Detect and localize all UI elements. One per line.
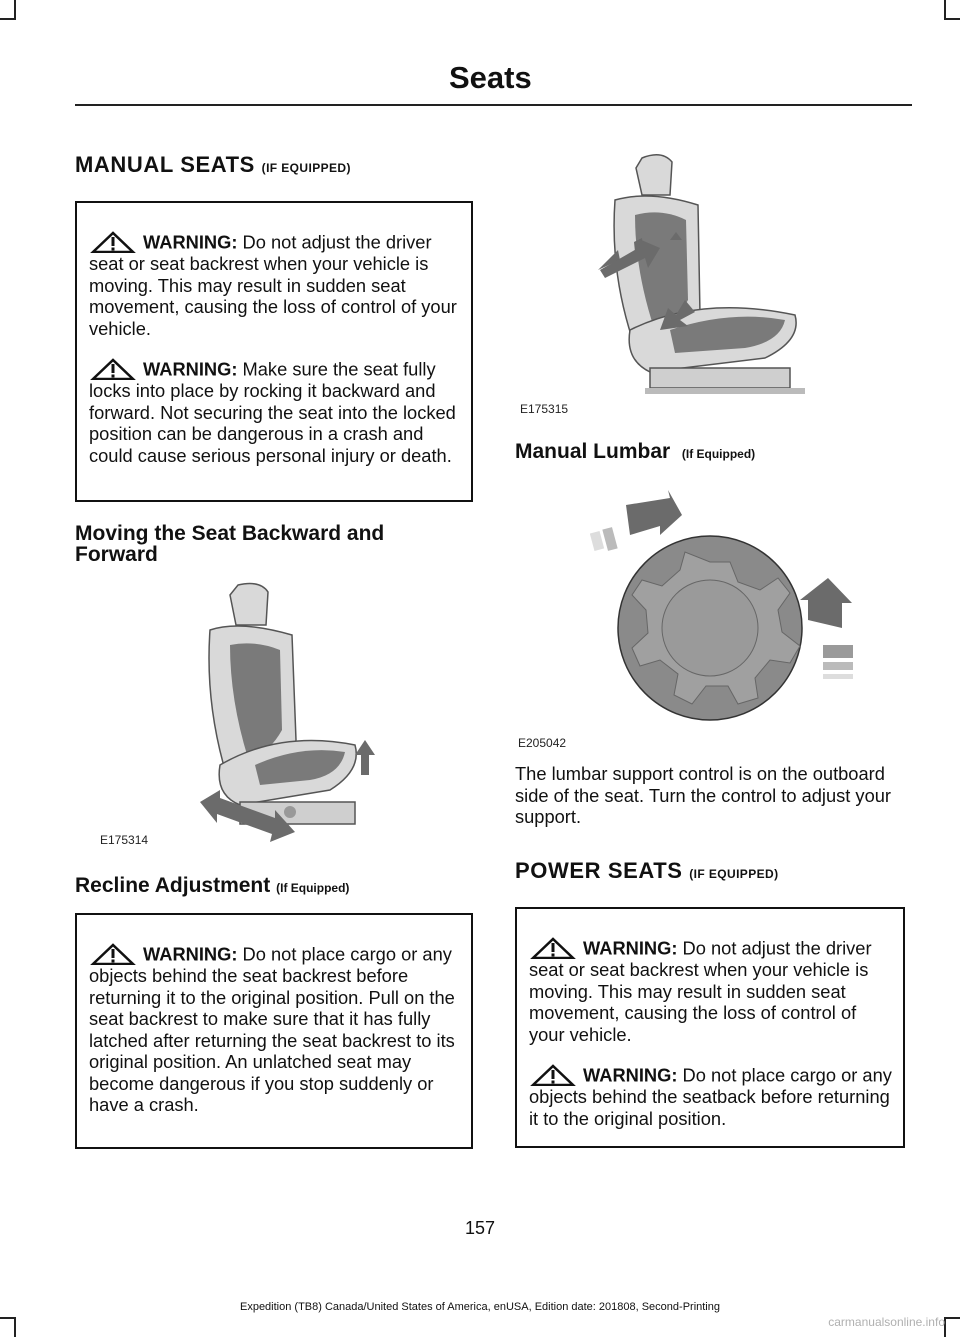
warning-text: Do not adjust the driver seat or seat backrest when your vehicle is moving. This may result in sudden seat movement, causing the loss of control of your vehicle. [89, 231, 457, 339]
section-title-suffix: (IF EQUIPPED) [261, 161, 351, 175]
crop-mark [14, 0, 16, 20]
section-title-manual-seats [75, 152, 351, 178]
footer-edition-line: Expedition (TB8) Canada/United States of America, enUSA, Edition date: 201808, Second-Printing [239, 1301, 720, 1313]
seat-base [650, 368, 790, 388]
warning-text: Do not place cargo or any objects behind the seat backrest before returning it to the original position. Pull on the seat backrest to make sure that it has fully latched after returning the seat backrest to its original position. An unlatched seat may become dangerous if you stop suddenly or have a crash. [89, 943, 455, 1115]
arrow-trail [823, 674, 853, 679]
seat-rail [645, 388, 805, 394]
page-number: 157 [464, 1218, 496, 1238]
lumbar-knob-illustration [590, 490, 865, 735]
crop-mark [944, 18, 960, 20]
warning-paragraph [529, 937, 895, 1045]
arrow-trail [823, 645, 853, 658]
subsection-title-recline [75, 875, 349, 899]
section-title-text: MANUAL SEATS [75, 152, 255, 177]
section-title-text: POWER SEATS [515, 858, 683, 883]
warning-text: Make sure the seat fully locks into place by rocking it backward and forward. Not securing the seat into the locked position can be dangerous in a crash and could cause serious personal injury or death. [89, 358, 456, 466]
seat-fore-aft-illustration [180, 580, 390, 850]
arrow-trail [602, 527, 617, 551]
watermark[interactable]: carmanualsonline.info [828, 1315, 945, 1329]
subsection-title-text: Manual Lumbar [515, 440, 671, 463]
subsection-title-suffix: (If Equipped) [276, 881, 350, 895]
warning-triangle-icon [89, 358, 139, 380]
warning-triangle-icon [529, 937, 579, 959]
warning-triangle-icon [529, 1064, 579, 1086]
warning-text: Do not place cargo or any objects behind the seatback before returning it to the original position. [529, 1064, 892, 1129]
headrest [230, 584, 268, 625]
warning-box-power-seats [515, 907, 905, 1148]
crop-mark [14, 1317, 16, 1337]
figure-code: E205042 [518, 736, 567, 750]
warning-triangle-icon [89, 943, 139, 965]
section-title-suffix: (IF EQUIPPED) [689, 867, 779, 881]
warning-paragraph [89, 943, 463, 1116]
warning-box-recline [75, 913, 473, 1149]
warning-paragraph [89, 358, 463, 466]
base-knob [284, 806, 296, 818]
headrest [636, 155, 672, 195]
crop-mark [944, 0, 946, 20]
subsection-title-lumbar [515, 441, 755, 465]
warning-text: Do not adjust the driver seat or seat backrest when your vehicle is moving. This may result in sudden seat movement, causing the loss of control of your vehicle. [529, 937, 872, 1045]
warning-triangle-icon [89, 231, 139, 253]
warning-box-manual-seats [75, 201, 473, 502]
warning-paragraph [89, 231, 463, 339]
figure-code: E175314 [100, 833, 149, 847]
seat-recline-illustration [590, 150, 820, 415]
arrow-trail [823, 662, 853, 670]
rotate-arrow-icon [626, 490, 682, 535]
warning-label: WARNING: [143, 358, 238, 380]
crop-mark [0, 1317, 16, 1319]
section-title-power-seats [515, 858, 778, 884]
warning-paragraph [529, 1064, 895, 1129]
header-rule [75, 104, 912, 106]
lift-arrow-icon [355, 740, 375, 775]
lumbar-up-arrow-icon [800, 578, 852, 628]
page-header-title: Seats [449, 60, 532, 95]
crop-mark [944, 1317, 960, 1319]
warning-label: WARNING: [143, 231, 238, 253]
subsection-title-moving-seat: Moving the Seat Backward and Forward [75, 522, 385, 566]
subsection-title-suffix: (If Equipped) [681, 447, 756, 461]
subsection-title-text: Recline Adjustment [75, 874, 271, 897]
arrow-trail [590, 531, 604, 551]
warning-label: WARNING: [143, 943, 238, 965]
knob-center [662, 580, 758, 676]
figure-code: E175315 [520, 402, 569, 416]
crop-mark [0, 18, 16, 20]
warning-label: WARNING: [583, 1064, 678, 1086]
warning-label: WARNING: [583, 937, 678, 959]
lumbar-description: The lumbar support control is on the outboard side of the seat. Turn the control to adjust your support. [515, 763, 891, 827]
